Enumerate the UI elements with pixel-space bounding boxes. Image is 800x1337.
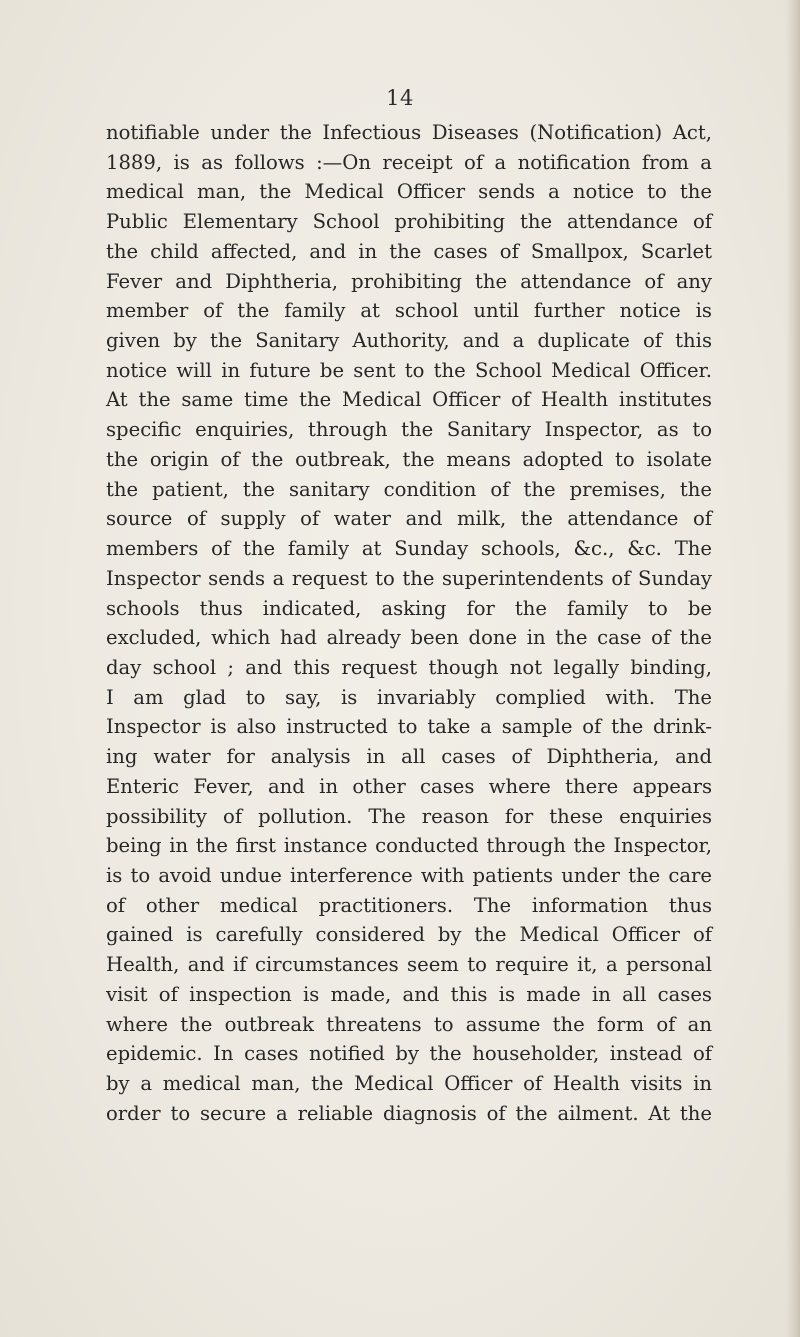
text-line: where the outbreak threatens to assume the form of an — [106, 1012, 712, 1036]
text-line: notice will in future be sent to the School Medical Officer. — [106, 358, 712, 382]
text-line: the child affected, and in the cases of Smallpox, Scarlet — [106, 239, 712, 263]
text-line: member of the family at school until further notice is — [106, 299, 712, 323]
text-line: Enteric Fever, and in other cases where there appears — [106, 774, 712, 798]
text-line: 1889, is as follows :—On receipt of a notification from a — [106, 150, 712, 174]
text-line: of other medical practitioners. The information thus — [106, 893, 712, 917]
text-line: being in the first instance conducted through the Inspector, — [106, 834, 712, 858]
text-line: Inspector is also instructed to take a sample of the drink- — [106, 715, 712, 739]
text-line: Inspector sends a request to the superintendents of Sunday — [106, 566, 712, 590]
text-line: At the same time the Medical Officer of Health institutes — [106, 388, 712, 412]
text-line: schools thus indicated, asking for the family to be — [106, 596, 712, 620]
text-line: medical man, the Medical Officer sends a notice to the — [106, 180, 712, 204]
text-line: excluded, which had already been done in the case of the — [106, 626, 712, 650]
text-line: possibility of pollution. The reason for these enquiries — [106, 804, 712, 828]
text-line: given by the Sanitary Authority, and a duplicate of this — [106, 329, 712, 353]
text-line: epidemic. In cases notified by the householder, instead of — [106, 1042, 712, 1066]
text-line: order to secure a reliable diagnosis of the ailment. At the — [106, 1101, 712, 1125]
text-line: Health, and if circumstances seem to require it, a personal — [106, 953, 712, 977]
text-line: notifiable under the Infectious Diseases (Notification) Act, — [106, 121, 712, 144]
text-line: source of supply of water and milk, the attendance of — [106, 507, 712, 531]
body-paragraph — [106, 118, 712, 1128]
text-line: gained is carefully considered by the Medical Officer of — [106, 923, 712, 947]
text-line: visit of inspection is made, and this is made in all cases — [106, 982, 712, 1006]
text-line: I am glad to say, is invariably complied with. The — [106, 685, 712, 709]
text-line: the origin of the outbreak, the means adopted to isolate — [106, 447, 712, 471]
text-line: by a medical man, the Medical Officer of Health visits in — [106, 1072, 712, 1095]
text-line: Public Elementary School prohibiting the attendance of — [106, 210, 712, 234]
text-line: ing water for analysis in all cases of Diphtheria, and — [106, 745, 712, 769]
text-line: day school ; and this request though not legally binding, — [106, 655, 712, 679]
text-line: is to avoid undue interference with patients under the care — [106, 863, 712, 887]
text-line: the patient, the sanitary condition of the premises, the — [106, 477, 712, 501]
page-edge-shadow — [786, 0, 800, 1337]
text-line: specific enquiries, through the Sanitary Inspector, as to — [106, 418, 712, 442]
text-line: Fever and Diphtheria, prohibiting the attendance of any — [106, 269, 712, 293]
page-number: 14 — [386, 86, 414, 110]
text-line: members of the family at Sunday schools, &c., &c. The — [106, 537, 712, 561]
